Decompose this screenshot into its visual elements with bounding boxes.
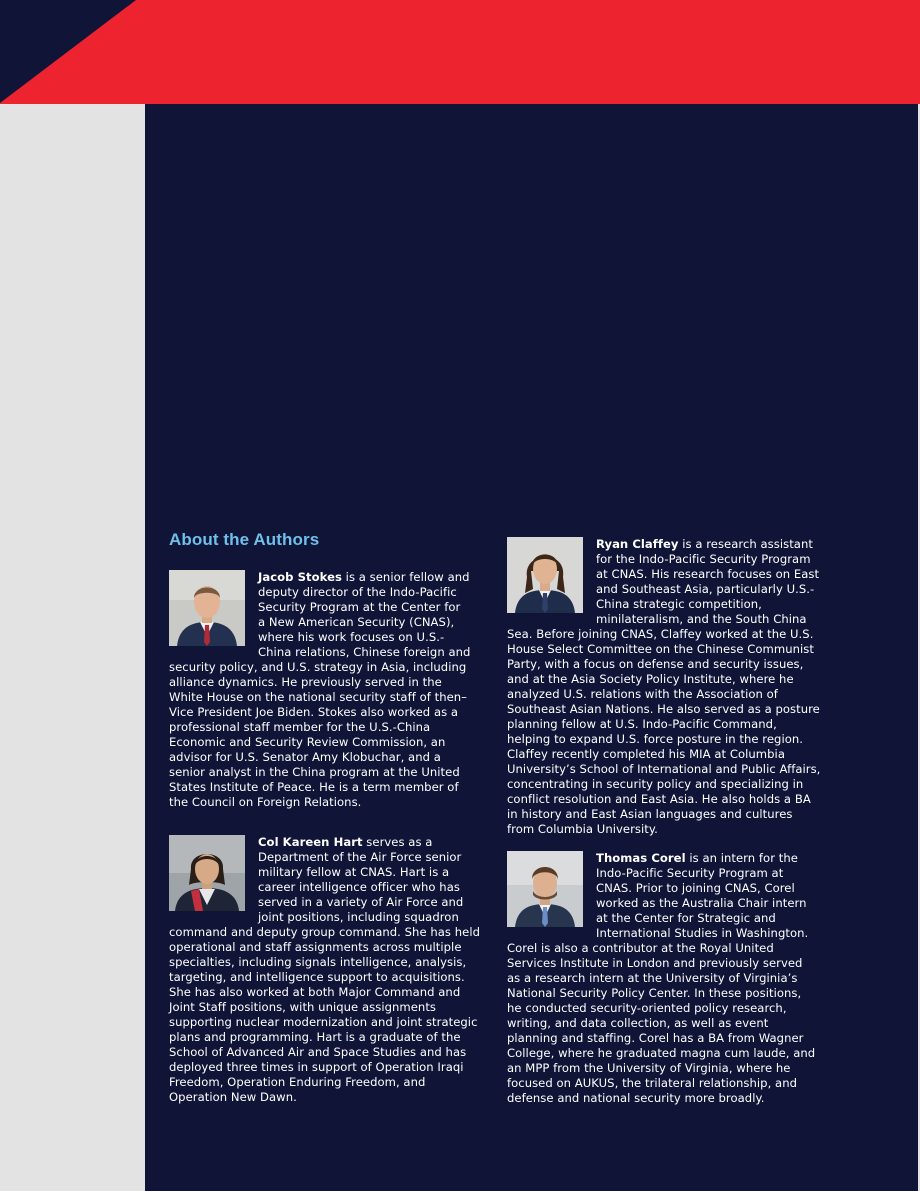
header-navy-triangle (0, 0, 136, 103)
author-name-corel: Thomas Corel (596, 851, 686, 865)
author-bio-claffey (507, 537, 823, 837)
author-bio-hart (169, 835, 481, 1105)
left-gray-panel (0, 104, 145, 1191)
author-photo-corel (507, 851, 583, 927)
author-photo-hart (169, 835, 245, 911)
author-name-claffey: Ryan Claffey (596, 537, 679, 551)
author-text-corel: is an intern for the Indo-Pacific Security Program at CNAS. Prior to joining CNAS, Corel worked as the Australia Chair intern at the Center for Strategic and International Studies in Washington. Corel is also a contributor at the Royal United Services Institute in London and previously served as a research intern at the University of Virginia’s National Security Policy Center. In these positions, he conducted security-oriented policy research, writing, and data collection, as well as event planning and staffing. Corel has a BA from Wagner College, where he graduated magna cum laude, and an MPP from the University of Virginia, where he focused on AUKUS, the trilateral relationship, and defense and national security more broadly. (507, 851, 816, 1105)
section-title: About the Authors (169, 530, 320, 549)
author-name-hart: Col Kareen Hart (258, 835, 363, 849)
author-photo-claffey (507, 537, 583, 613)
author-text-hart: serves as a Department of the Air Force senior military fellow at CNAS. Hart is a career intelligence officer who has served in a variety of Air Force and joint positions, including squadron command and deputy group command. She has held operational and staff assignments across multiple specialties, including signals intelligence, analysis, targeting, and intelligence support to acquisitions. She has also worked at both Major Command and Joint Staff positions, with unique assignments supporting nuclear modernization and joint strategic plans and programming. Hart is a graduate of the School of Advanced Air and Space Studies and has deployed three times in support of Operation Iraqi Freedom, Operation Enduring Freedom, and Operation New Dawn. (169, 835, 480, 1104)
header-red-band (0, 0, 920, 104)
author-text-claffey: is a research assistant for the Indo-Pacific Security Program at CNAS. His research focuses on East and Southeast Asia, particularly U.S.-China strategic competition, minilateralism, and the South China Sea. Before joining CNAS, Claffey worked at the U.S. House Select Committee on the Chinese Communist Party, with a focus on defense and security issues, and at the Asia Society Policy Institute, where he analyzed U.S. relations with the Association of Southeast Asian Nations. He also served as a posture planning fellow at U.S. Indo-Pacific Command, helping to expand U.S. force posture in the region. Claffey recently completed his MIA at Columbia University’s School of International and Public Affairs, concentrating in security policy and specializing in conflict resolution and East Asia. He also holds a BA in history and East Asian languages and cultures from Columbia University. (507, 537, 821, 836)
author-text-stokes: is a senior fellow and deputy director of the Indo-Pacific Security Program at the Center for a New American Security (CNAS), where his work focuses on U.S.-China relations, Chinese foreign and security policy, and U.S. strategy in Asia, including alliance dynamics. He previously served in the White House on the national security staff of then–Vice President Joe Biden. Stokes also worked as a professional staff member for the U.S.-China Economic and Security Review Commission, an advisor for U.S. Senator Amy Klobuchar, and a senior analyst in the China program at the United States Institute of Peace. He is a term member of the Council on Foreign Relations. (169, 570, 471, 809)
author-bio-corel (507, 851, 817, 1106)
author-name-stokes: Jacob Stokes (258, 570, 342, 584)
author-bio-stokes (169, 570, 471, 810)
author-photo-stokes (169, 570, 245, 646)
